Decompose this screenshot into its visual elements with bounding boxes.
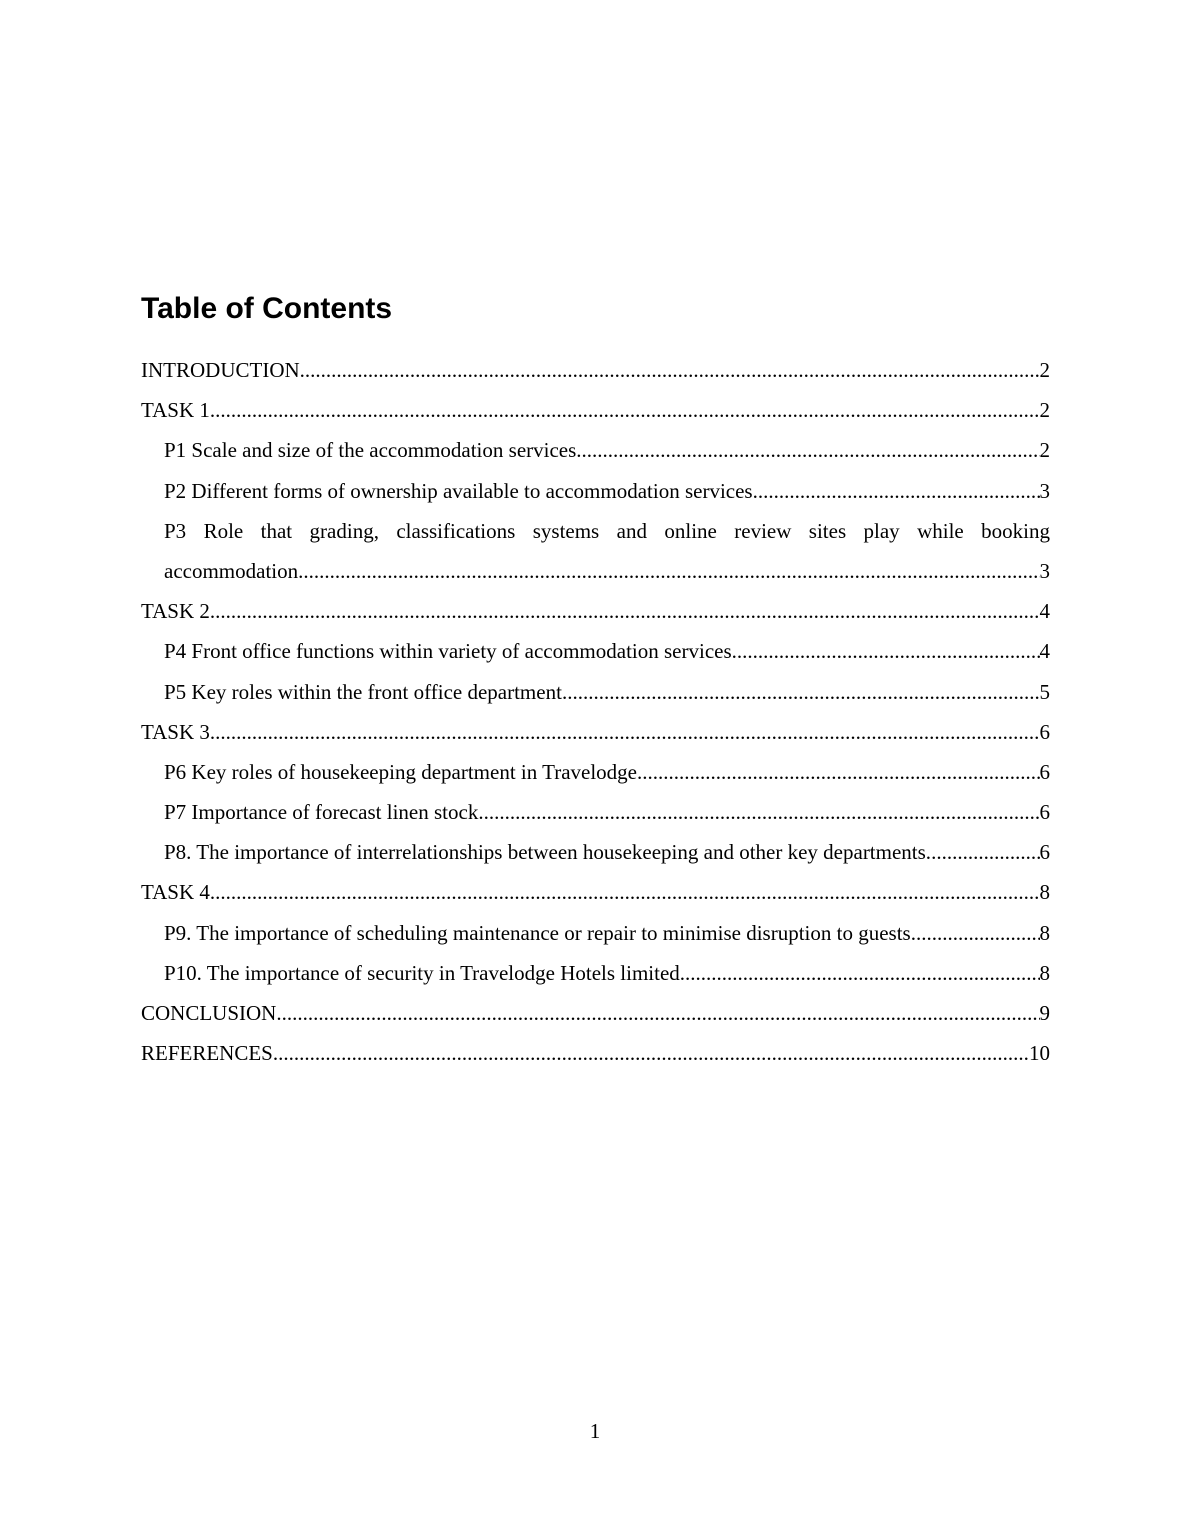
toc-entry-references[interactable] (141, 1033, 1050, 1073)
toc-entry-title: P1 Scale and size of the accommodation services (164, 438, 577, 463)
dot-leader (576, 430, 1039, 470)
dot-leader (276, 993, 1039, 1033)
toc-entry-page: 10 (1029, 1041, 1050, 1066)
dot-leader (300, 350, 1040, 390)
toc-entry-page: 8 (1039, 960, 1050, 985)
dot-leader (210, 390, 1040, 430)
toc-entry-page: 8 (1039, 880, 1050, 905)
toc-entry-task-1[interactable] (141, 390, 1050, 430)
toc-list (141, 350, 1050, 1073)
toc-entry-page: 6 (1039, 719, 1050, 744)
toc-entry-title: TASK 1 (141, 398, 210, 423)
toc-entry-page: 3 (1039, 478, 1050, 503)
dot-leader (478, 792, 1039, 832)
toc-entry-title: P3 Role that grading, classifications systems and online review sites play while booking (164, 518, 1050, 543)
dot-leader (732, 631, 1040, 671)
page-number: 1 (589, 1419, 601, 1443)
toc-entry-page: 6 (1039, 759, 1050, 784)
toc-entry-p3[interactable] (141, 511, 1050, 591)
toc-entry-p5[interactable] (141, 672, 1050, 712)
dot-leader (916, 913, 1040, 953)
toc-entry-title: P7 Importance of forecast linen stock (164, 800, 479, 825)
toc-entry-conclusion[interactable] (141, 993, 1050, 1033)
toc-entry-p1[interactable] (141, 430, 1050, 470)
dot-leader (298, 551, 1039, 591)
toc-entry-page: 3 (1039, 558, 1050, 583)
dot-leader (273, 1033, 1029, 1073)
toc-entry-task-2[interactable] (141, 591, 1050, 631)
toc-entry-page: 2 (1039, 438, 1050, 463)
dot-leader (210, 591, 1040, 631)
toc-entry-p2[interactable] (141, 471, 1050, 511)
dot-leader (680, 953, 1040, 993)
toc-entry-introduction[interactable] (141, 350, 1050, 390)
toc-entry-p9[interactable] (141, 913, 1050, 953)
toc-entry-title: P9. The importance of scheduling maintenance or repair to minimise disruption to guests. (164, 920, 916, 945)
toc-entry-title: P2 Different forms of ownership available to accommodation services (164, 478, 753, 503)
toc-entry-page: 9 (1039, 1001, 1050, 1025)
toc-entry-task-3[interactable] (141, 712, 1050, 752)
dot-leader (210, 712, 1040, 752)
toc-entry-page: 8 (1039, 920, 1050, 945)
toc-entry-page: 4 (1039, 639, 1050, 664)
toc-entry-title: TASK 4 (141, 880, 210, 905)
toc-entry-p8[interactable] (141, 832, 1050, 872)
toc-entry-p4[interactable] (141, 631, 1050, 671)
toc-entry-p6[interactable] (141, 752, 1050, 792)
toc-entry-page: 6 (1039, 840, 1050, 865)
toc-entry-page: 2 (1039, 358, 1050, 382)
toc-entry-title: CONCLUSION (141, 1001, 277, 1025)
toc-entry-continuation (164, 551, 1050, 591)
dot-leader (637, 752, 1040, 792)
toc-entry-p10[interactable] (141, 953, 1050, 993)
dot-leader (931, 832, 1039, 872)
toc-entry-title: INTRODUCTION (141, 358, 300, 382)
toc-entry-page: 4 (1039, 599, 1050, 624)
toc-entry-title: P5 Key roles within the front office department (164, 679, 562, 704)
toc-entry-page: 6 (1039, 800, 1050, 825)
toc-entry-task-4[interactable] (141, 872, 1050, 912)
toc-entry-title: P8. The importance of interrelationships between housekeeping and other key departments. (164, 840, 932, 865)
toc-entry-page: 2 (1039, 398, 1050, 423)
dot-leader (753, 471, 1040, 511)
toc-entry-title: TASK 3 (141, 719, 210, 744)
toc-heading: Table of Contents (141, 292, 393, 325)
toc-entry-page: 5 (1039, 679, 1050, 704)
toc-entry-title: P6 Key roles of housekeeping department in Travelodge (164, 759, 637, 784)
dot-leader (562, 672, 1040, 712)
toc-entry-title-continued: accommodation (164, 558, 299, 583)
toc-entry-p7[interactable] (141, 792, 1050, 832)
toc-entry-title: TASK 2 (141, 599, 210, 624)
toc-entry-title: REFERENCES (141, 1041, 273, 1066)
dot-leader (210, 872, 1040, 912)
toc-entry-title: P10. The importance of security in Travelodge Hotels limited (164, 960, 680, 985)
toc-entry-title: P4 Front office functions within variety of accommodation services (164, 639, 732, 664)
